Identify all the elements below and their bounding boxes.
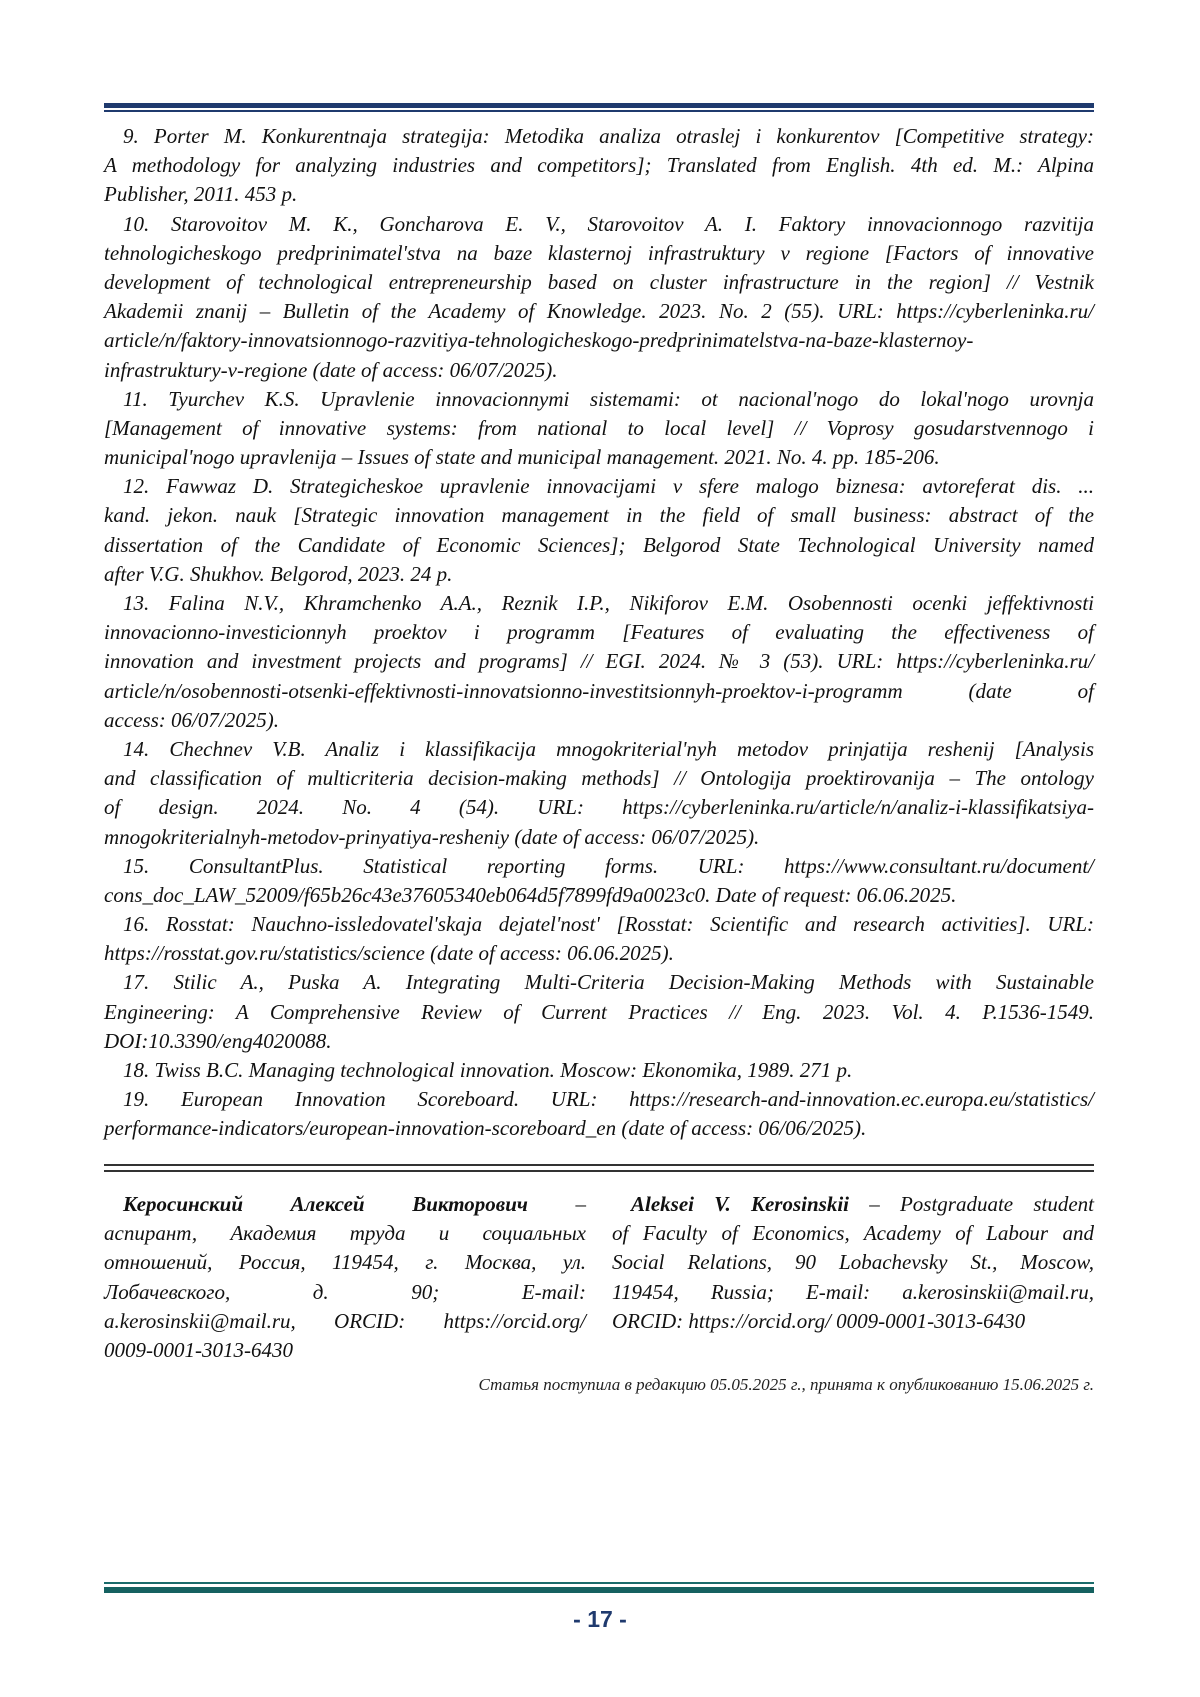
bio-line: отношений, Россия, 119454, г. Москва, ул. [104,1248,586,1277]
author-bio-ru [104,1190,586,1365]
reference-line: infrastruktury-v-regione (date of access: 06/07/2025). [104,356,1094,385]
reference-line: dissertation of the Candidate of Economic Sciences]; Belgorod State Technological University named [104,531,1094,560]
bio-line: Лобачевского, д. 90; E-mail: [104,1278,586,1307]
reference-line: tehnologicheskogo predprinimatel'stva na baze klasternoj infrastruktury v regione [Factors of innovative [104,239,1094,268]
bio-line [104,1190,586,1219]
reference-item [104,472,1094,589]
reference-line: Publisher, 2011. 453 p. [104,180,1094,209]
reference-item [104,210,1094,385]
reference-line: Akademii znanij – Bulletin of the Academy of Knowledge. 2023. No. 2 (55). URL: https://cyberleninka.ru/ [104,297,1094,326]
reference-item [104,589,1094,735]
reference-line: access: 06/07/2025). [104,706,1094,735]
bio-line: аспирант, Академия труда и социальных [104,1219,586,1248]
bio-line: Social Relations, 90 Lobachevsky St., Moscow, [612,1248,1094,1277]
reference-line: and classification of multicriteria decision-making methods] // Ontologija proektirovanija – The ontology [104,764,1094,793]
bio-line: 119454, Russia; E-mail: a.kerosinskii@mail.ru, [612,1278,1094,1307]
author-name-en: Aleksei V. Kerosinskii [631,1192,849,1216]
reference-line: cons_doc_LAW_52009/f65b26c43e37605340eb064d5f7899fd9a0023c0. Date of request: 06.06.2025. [104,881,1094,910]
reference-line: 16. Rosstat: Nauchno-issledovatel'skaja dejatel'nost' [Rosstat: Scientific and research activities]. URL: [104,910,1094,939]
reference-line: DOI:10.3390/eng4020088. [104,1027,1094,1056]
reference-line: performance-indicators/european-innovation-scoreboard_en (date of access: 06/06/2025). [104,1114,1094,1143]
reference-line: kand. jekon. nauk [Strategic innovation management in the field of small business: abstract of the [104,501,1094,530]
page-number: - 17 - [0,1606,1200,1633]
bio-line: of Faculty of Economics, Academy of Labour and [612,1219,1094,1248]
bio-line: a.kerosinskii@mail.ru, ORCID: https://orcid.org/ [104,1307,586,1336]
reference-line: 9. Porter M. Konkurentnaja strategija: Metodika analiza otraslej i konkurentov [Competitive strategy: [104,122,1094,151]
reference-item [104,735,1094,852]
reference-line: 14. Chechnev V.B. Analiz i klassifikacija mnogokriterial'nyh metodov prinjatija reshenij [Analysis [104,735,1094,764]
reference-line: https://rosstat.gov.ru/statistics/science (date of access: 06.06.2025). [104,939,1094,968]
reference-line: A methodology for analyzing industries and competitors]; Translated from English. 4th ed. M.: Alpina [104,151,1094,180]
reference-item [104,852,1094,910]
received-note: Статья поступила в редакцию 05.05.2025 г., принята к опубликованию 15.06.2025 г. [479,1375,1095,1395]
bio-line [612,1190,1094,1219]
reference-line: after V.G. Shukhov. Belgorod, 2023. 24 p. [104,560,1094,589]
reference-line: 12. Fawwaz D. Strategicheskoe upravlenie innovacijami v sfere malogo biznesa: avtoreferat dis. ... [104,472,1094,501]
reference-line: 11. Tyurchev K.S. Upravlenie innovacionnymi sistemami: ot nacional'nogo do lokal'nogo urovnja [104,385,1094,414]
reference-item [104,968,1094,1056]
reference-line: [Management of innovative systems: from national to local level] // Voprosy gosudarstvennogo i [104,414,1094,443]
reference-line: 13. Falina N.V., Khramchenko A.A., Reznik I.P., Nikiforov E.M. Osobennosti ocenki jeffektivnosti [104,589,1094,618]
reference-list [104,122,1094,1144]
author-name-ru: Керосинский Алексей Викторович [123,1192,528,1216]
reference-line: municipal'nogo upravlenija – Issues of state and municipal management. 2021. No. 4. pp. 185-206. [104,443,1094,472]
reference-line: innovation and investment projects and programs] // EGI. 2024. № 3 (53). URL: https://cyberleninka.ru/ [104,647,1094,676]
reference-item [104,385,1094,473]
reference-item [104,1056,1094,1085]
footer-rule [104,1582,1094,1593]
bio-line: ORCID: https://orcid.org/ 0009-0001-3013-6430 [612,1307,1094,1336]
reference-line: article/n/osobennosti-otsenki-effektivnosti-innovatsionno-investitsionnyh-proektov-i-programm (date of [104,677,1094,706]
reference-line: mnogokriterialnyh-metodov-prinyatiya-resheniy (date of access: 06/07/2025). [104,823,1094,852]
reference-line: article/n/faktory-innovatsionnogo-razvitiya-tehnologicheskogo-predprinimatelstva-na-baze-klasternoy- [104,326,1094,355]
reference-line: development of technological entrepreneurship based on cluster infrastructure in the region] // Vestnik [104,268,1094,297]
reference-line: of design. 2024. No. 4 (54). URL: https://cyberleninka.ru/article/n/analiz-i-klassifikatsiya- [104,793,1094,822]
reference-item [104,122,1094,210]
reference-line: 10. Starovoitov M. K., Goncharova E. V., Starovoitov A. I. Faktory innovacionnogo razvitija [104,210,1094,239]
section-divider [104,1164,1094,1172]
reference-line: 17. Stilic A., Puska A. Integrating Multi-Criteria Decision-Making Methods with Sustainable [104,968,1094,997]
reference-line: 19. European Innovation Scoreboard. URL: https://research-and-innovation.ec.europa.eu/statistics/ [104,1085,1094,1114]
header-rule [104,103,1094,112]
reference-item [104,910,1094,968]
author-bio-en [612,1190,1094,1336]
reference-line: 18. Twiss B.C. Managing technological innovation. Moscow: Ekonomika, 1989. 271 p. [104,1056,1094,1085]
bio-text: – [528,1192,586,1216]
reference-line: Engineering: A Comprehensive Review of Current Practices // Eng. 2023. Vol. 4. P.1536-1549. [104,998,1094,1027]
bio-line: 0009-0001-3013-6430 [104,1336,586,1365]
reference-line: 15. ConsultantPlus. Statistical reporting forms. URL: https://www.consultant.ru/document/ [104,852,1094,881]
bio-text: – Postgraduate student [849,1192,1094,1216]
reference-line: innovacionno-investicionnyh proektov i programm [Features of evaluating the effectiveness of [104,618,1094,647]
reference-item [104,1085,1094,1143]
